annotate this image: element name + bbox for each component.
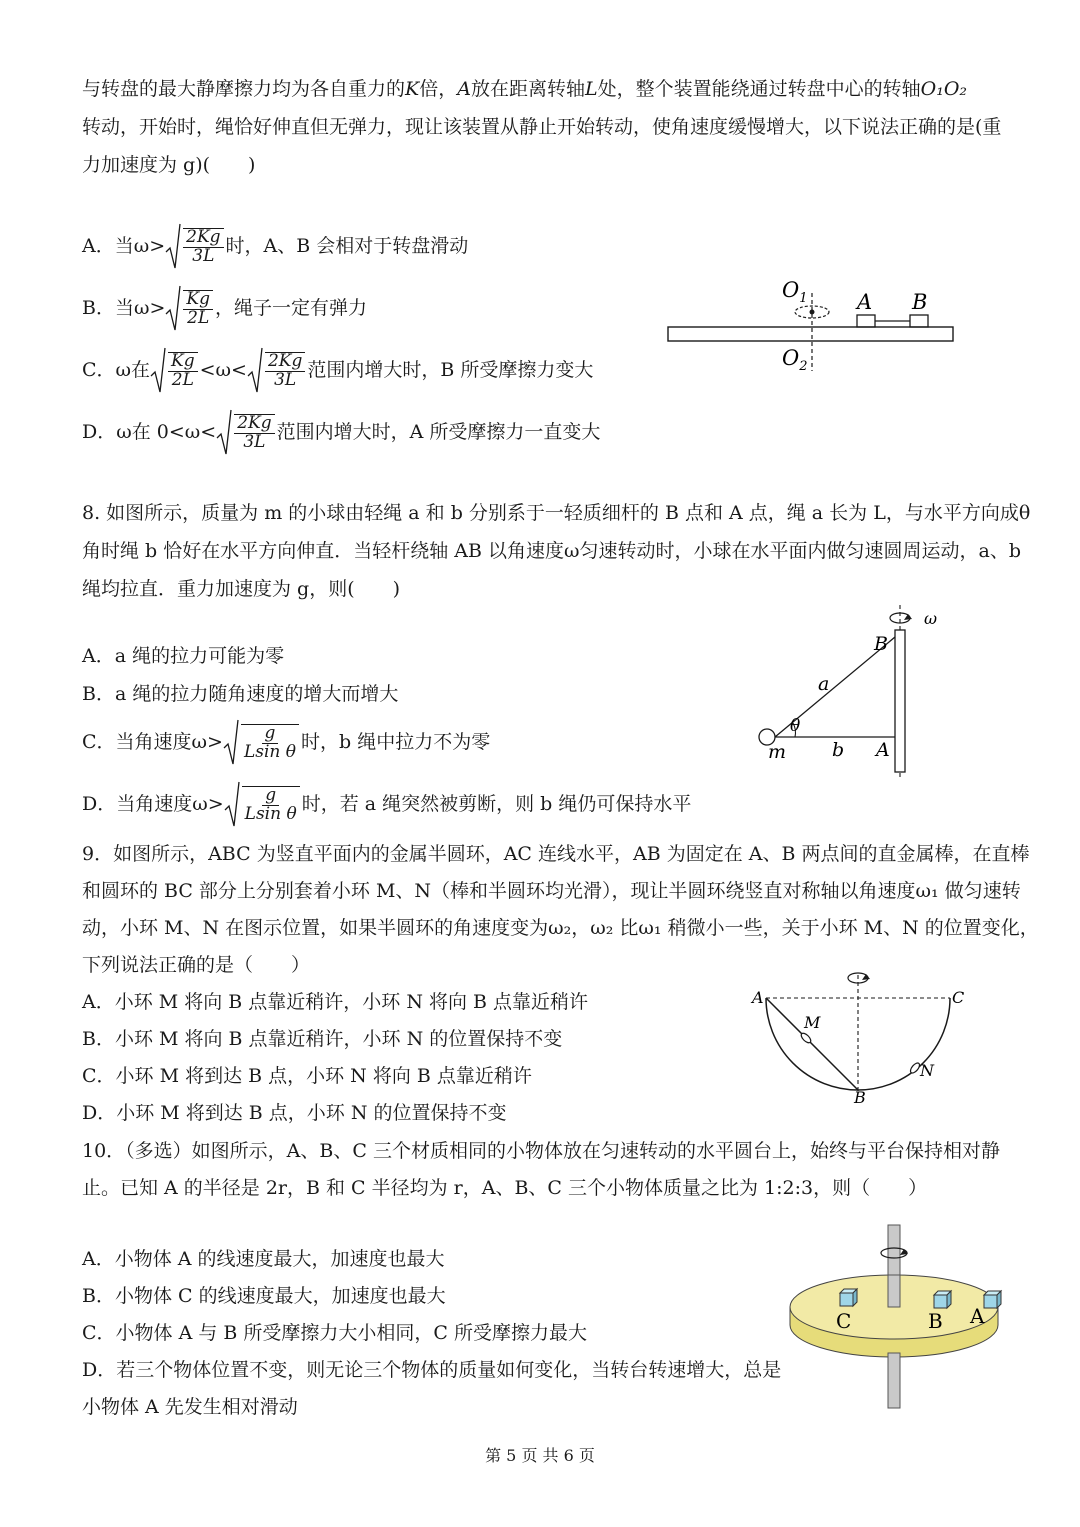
q9-option-d[interactable]: D．小环 M 将到达 B 点，小环 N 的位置保持不变 xyxy=(82,1102,507,1124)
fraction-numerator: 2Kg xyxy=(183,229,223,248)
q7-option-b[interactable] xyxy=(82,284,367,334)
page-footer: 第 5 页 共 6 页 xyxy=(485,1446,595,1465)
q10-line-2: 止。已知 A 的半径是 2r，B 和 C 半径均为 r，A、B、C 三个小物体质量之比为 1:2:3，则（ ） xyxy=(82,1177,928,1199)
q8-line-3: 绳均拉直．重力加速度为 g，则( ) xyxy=(82,578,401,600)
sqrt-symbol xyxy=(247,346,307,396)
fraction-numerator: Kg xyxy=(183,291,213,310)
fraction-numerator: g xyxy=(262,787,279,806)
q8-line-1: 8. 如图所示，质量为 m 的小球由轻绳 a 和 b 分别系于一轻质细杆的 B 点和 A 点，绳 a 长为 L，与水平方向成θ xyxy=(82,502,1031,524)
q9-line-4: 下列说法正确的是（ ） xyxy=(82,954,311,976)
fraction-numerator: Kg xyxy=(168,353,198,372)
q9-line-3: 动，小环 M、N 在图示位置，如果半圆环的角速度变为ω₂，ω₂ 比ω₁ 稍微小一些，关于小环 M、N 的位置变化， xyxy=(82,917,1039,939)
q10-option-d[interactable]: D．若三个物体位置不变，则无论三个物体的质量如何变化，当转台转速增大，总是 xyxy=(82,1359,782,1381)
option-text: 时，b 绳中拉力不为零 xyxy=(301,731,491,753)
var-a: A xyxy=(457,78,471,100)
fraction-denominator: 3L xyxy=(192,246,215,266)
label-rope-a: a xyxy=(818,673,830,695)
q8-rod-figure xyxy=(748,600,968,780)
q8-option-c[interactable] xyxy=(82,718,490,768)
option-text: 范围内增大时，A 所受摩擦力一直变大 xyxy=(276,421,601,443)
intro-line-2: 转动，开始时，绳恰好伸直但无弹力，现让该装置从静止开始转动，使角速度缓慢增大，以下说法正确的是(重 xyxy=(82,116,1002,138)
q10-platform-figure xyxy=(780,1215,1010,1415)
arrow-head xyxy=(862,974,870,980)
sqrt-symbol xyxy=(223,718,301,768)
sqrt-symbol xyxy=(216,408,276,458)
option-text: D．当角速度ω> xyxy=(82,793,224,815)
q10-option-d-cont: 小物体 A 先发生相对滑动 xyxy=(82,1396,298,1418)
block-c xyxy=(840,1289,857,1306)
sqrt-symbol xyxy=(150,346,200,396)
q10-option-c[interactable]: C．小物体 A 与 B 所受摩擦力大小相同，C 所受摩擦力最大 xyxy=(82,1322,587,1344)
label-rope-b: b xyxy=(832,739,845,761)
q7-turntable-figure xyxy=(660,275,970,375)
fraction-numerator: 2Kg xyxy=(234,415,274,434)
fraction-denominator: Lsin θ xyxy=(243,742,296,762)
q8-option-a[interactable]: A．a 绳的拉力可能为零 xyxy=(82,645,285,667)
q9-option-c[interactable]: C．小环 M 将到达 B 点，小环 N 将向 B 点靠近稍许 xyxy=(82,1065,532,1087)
option-text: 范围内增大时，B 所受摩擦力变大 xyxy=(307,359,594,381)
intro-text: 倍， xyxy=(419,78,458,100)
rod xyxy=(895,630,905,772)
q7-option-d[interactable] xyxy=(82,408,600,458)
ring-m xyxy=(800,1032,813,1045)
q9-line-2: 和圆环的 BC 部分上分别套着小环 M、N（棒和半圆环均光滑），现让半圆环绕竖直对称轴以角速度ω₁ 做匀速转 xyxy=(82,880,1021,902)
label-theta: θ xyxy=(790,716,801,736)
fraction-denominator: Lsin θ xyxy=(244,804,297,824)
label-omega: ω xyxy=(924,609,938,628)
q8-line-2: 角时绳 b 恰好在水平方向伸直．当轻杆绕轴 AB 以角速度ω匀速转动时，小球在水平面内做匀速圆周运动，a、b xyxy=(82,540,1021,562)
q10-option-a[interactable]: A．小物体 A 的线速度最大，加速度也最大 xyxy=(82,1248,445,1270)
label-a: A xyxy=(970,1304,985,1328)
option-text: B．当ω> xyxy=(82,297,166,319)
intro-text: 处，整个装置能绕通过转盘中心的转轴 xyxy=(597,78,921,100)
block-b xyxy=(934,1291,951,1308)
var-k: K xyxy=(405,78,420,100)
q8-option-b[interactable]: B．a 绳的拉力随角速度的增大而增大 xyxy=(82,683,399,705)
label-o1: $O_1$ xyxy=(782,278,808,306)
q9-semicircle-figure xyxy=(750,965,980,1105)
q10-option-b[interactable]: B．小物体 C 的线速度最大，加速度也最大 xyxy=(82,1285,446,1307)
block-a xyxy=(857,315,875,327)
arrow-head xyxy=(904,614,912,620)
option-text: C．ω在 xyxy=(82,359,151,381)
label-b: B xyxy=(854,1088,866,1105)
intro-text: 放在距离转轴 xyxy=(470,78,585,100)
label-b: B xyxy=(928,1309,943,1333)
q7-option-c[interactable] xyxy=(82,346,593,396)
fraction-denominator: 2L xyxy=(171,370,194,390)
label-b-point: B xyxy=(874,633,888,655)
block-b xyxy=(910,315,928,327)
label-m: M xyxy=(804,1013,821,1032)
label-a-point: A xyxy=(876,739,890,761)
q9-option-a[interactable]: A．小环 M 将向 B 点靠近稍许，小环 N 将向 B 点靠近稍许 xyxy=(82,991,589,1013)
q10-line-1: 10．（多选）如图所示，A、B、C 三个材质相同的小物体放在匀速转动的水平圆台上，始终与平台保持相对静 xyxy=(82,1140,1000,1162)
sqrt-symbol xyxy=(165,284,215,334)
sqrt-symbol xyxy=(224,780,302,830)
label-m: m xyxy=(768,741,787,763)
fraction-denominator: 3L xyxy=(243,432,266,452)
option-text: ，绳子一定有弹力 xyxy=(214,297,367,319)
axis-dot xyxy=(810,310,815,315)
option-text: 时，若 a 绳突然被剪断，则 b 绳仍可保持水平 xyxy=(301,793,692,815)
label-b: B xyxy=(912,290,928,314)
turntable-plate xyxy=(668,327,953,341)
option-text: A．当ω> xyxy=(82,235,166,257)
label-a: A xyxy=(857,290,873,314)
q7-option-a[interactable] xyxy=(82,222,468,272)
option-text: 时，A、B 会相对于转盘滑动 xyxy=(225,235,469,257)
axis-label: O₁O₂ xyxy=(920,78,968,100)
sqrt-symbol xyxy=(165,222,225,272)
option-text: <ω< xyxy=(199,359,247,381)
fraction-denominator: 2L xyxy=(187,308,210,328)
intro-line-3: 力加速度为 g)( ) xyxy=(82,154,256,176)
q8-option-d[interactable] xyxy=(82,780,691,830)
fraction-denominator: 3L xyxy=(274,370,297,390)
q9-line-1: 9．如图所示，ABC 为竖直平面内的金属半圆环，AC 连线水平，AB 为固定在 A、B 两点间的直金属棒，在直棒 xyxy=(82,843,1030,865)
label-o2: $O_2$ xyxy=(782,346,808,374)
q9-option-b[interactable]: B．小环 M 将向 B 点靠近稍许，小环 N 的位置保持不变 xyxy=(82,1028,563,1050)
label-c: C xyxy=(952,988,965,1007)
var-l: L xyxy=(584,78,598,100)
label-a: A xyxy=(752,988,764,1007)
rod-ab xyxy=(766,998,858,1090)
option-text: C．当角速度ω> xyxy=(82,731,223,753)
fraction-numerator: 2Kg xyxy=(265,353,305,372)
intro-text: 与转盘的最大静摩擦力均为各自重力的 xyxy=(82,78,406,100)
block-a xyxy=(984,1291,1001,1308)
fraction-numerator: g xyxy=(262,725,279,744)
option-text: D．ω在 0<ω< xyxy=(82,421,217,443)
axle-bottom xyxy=(888,1353,900,1408)
label-c: C xyxy=(836,1309,852,1333)
intro-line-1 xyxy=(82,78,967,101)
label-n: N xyxy=(920,1061,934,1080)
axle-mid xyxy=(888,1275,900,1307)
